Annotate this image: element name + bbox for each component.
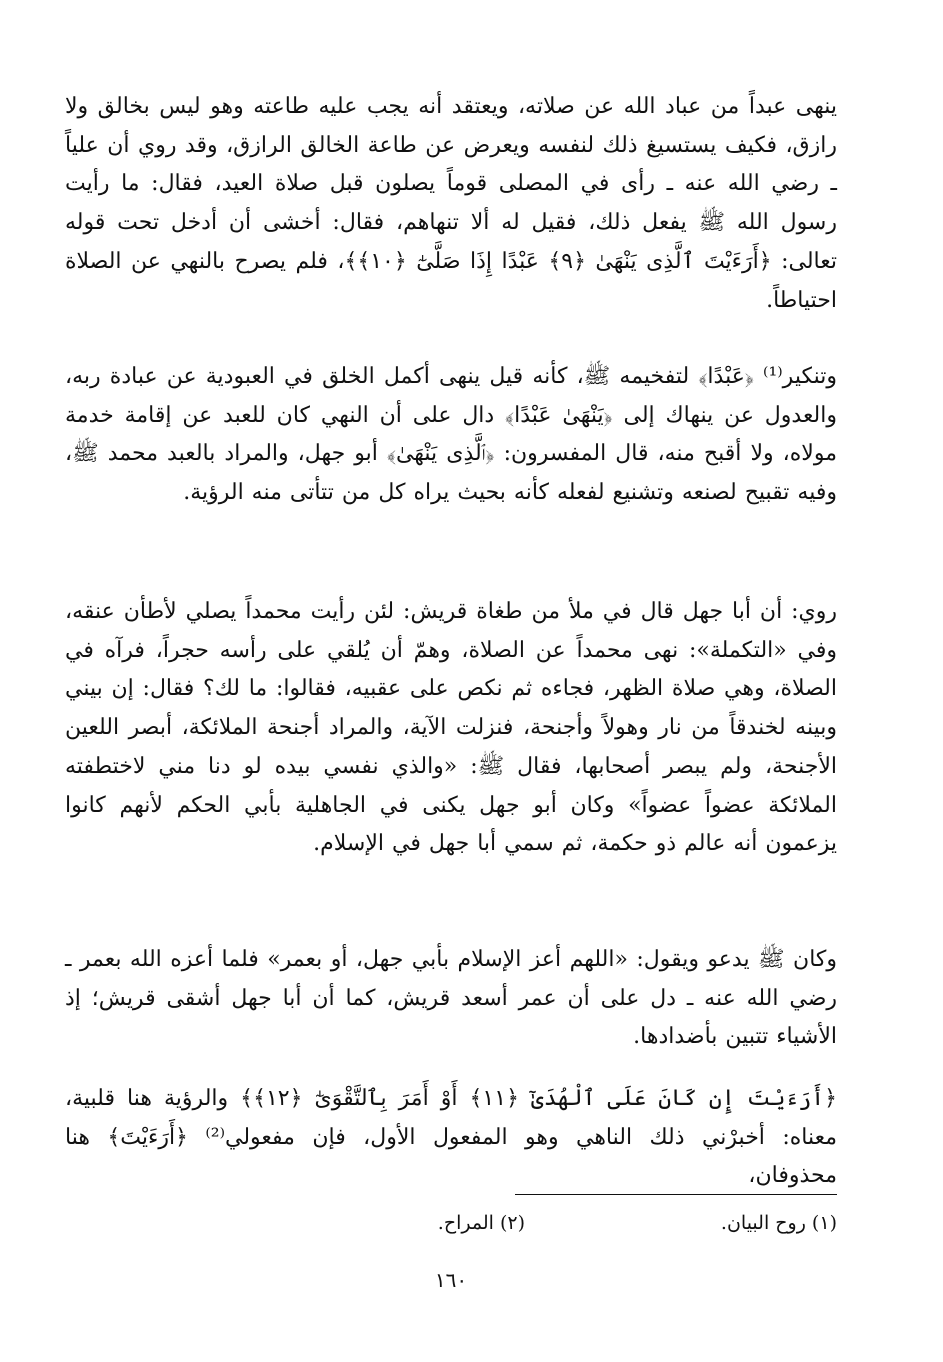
paragraph-4: وكان ﷺ يدعو ويقول: «اللهم أعز الإسلام بأبي جهل، أو بعمر» فلما أعزه الله بعمر ـ رضي الله عنه ـ دل على أن عمر أسعد قريش، كما أن أبا جهل أشقى قريش؛ إذ الأشياء تتبين بأضدادها. (65, 947, 837, 1050)
paragraph-3: روي: أن أبا جهل قال في ملأ من طغاة قريش: لئن رأيت محمداً يصلي لأطأن عنقه، وفي «التكملة»: نهى محمداً عن الصلاة، وهمّ أن يُلقي على رأسه حجراً، فرآه في الصلاة، وهي صلاة الظهر، فجاءه ثم نكص على عقبيه، فقالوا: ما لك؟ فقال: إن بيني وبينه لخندقاً من نار وهولاً وأجنحة، فنزلت الآية، والمراد أجنحة الملائكة، أبصر اللعين الأجنحة، ولم يبصر أصحابها، فقال ﷺ: «والذي نفسي بيده لو دنا مني لاختطفته الملائكة عضواً عضواً» وكان أبو جهل يكنى في الجاهلية بأبي الحكم لأنهم كانوا يزعمون أنه عالم ذو حكمة، ثم سمي أبا جهل في الإسلام. (65, 599, 837, 857)
paragraph-2: وتنكير⁽¹⁾ ﴿عَبْدًا﴾ لتفخيمه ﷺ، كأنه قيل ينهى أكمل الخلق في العبودية عن عبادة ربه، والعدول عن ينهاك إلى ﴿يَنْهَىٰ عَبْدًا﴾ دال على أن النهي كان للعبد عن إقامة خدمة مولاه، ولا أقبح منه، قال المفسرون: ﴿ٱلَّذِى يَنْهَىٰ﴾ أبو جهل، والمراد بالعبد محمد ﷺ، وفيه تقبيح لصنعه وتشنيع لفعله كأنه بحيث يراه كل من تتأتى منه الرؤية. (65, 364, 837, 506)
footnote-separator (515, 1194, 837, 1195)
book-page (65, 88, 837, 1318)
paragraph-5: ﴿أَرَءَيْتَ إِن كَانَ عَلَى ٱلْهُدَىٰٓ ﴿١١﴾ أَوْ أَمَرَ بِٱلتَّقْوَىٰٓ ﴿١٢﴾﴾ والرؤية هنا قلبية، معناه: أخبرْني ذلك الناهي وهو المفعول الأول، فإن مفعولي⁽²⁾ ﴿أَرَءَيْتَ﴾ هنا محذوفان، (65, 1086, 838, 1189)
page-number: ١٦٠ (434, 1268, 468, 1292)
footnote-2: (٢) المراح. (437, 1212, 525, 1234)
paragraph-1: ينهى عبداً من عباد الله عن صلاته، ويعتقد أنه يجب عليه طاعته وهو ليس بخالق ولا رازق، فكيف يستسيغ ذلك لنفسه ويعرض عن طاعة الخالق الرازق، وقد روي أن علياً ـ رضي الله عنه ـ رأى في المصلى قوماً يصلون قبل صلاة العيد، فقال: ما رأيت رسول الله ﷺ يفعل ذلك، فقيل له ألا تنهاهم، فقال: أخشى أن أدخل تحت قوله تعالى: ﴿أَرَءَيْتَ ٱلَّذِى يَنْهَىٰ ﴿٩﴾ عَبْدًا إِذَا صَلَّىٰٓ ﴿١٠﴾﴾، فلم يصرح بالنهي عن الصلاة احتياطاً. (65, 94, 837, 313)
footnote-1: (١) روح البيان. (720, 1212, 837, 1234)
